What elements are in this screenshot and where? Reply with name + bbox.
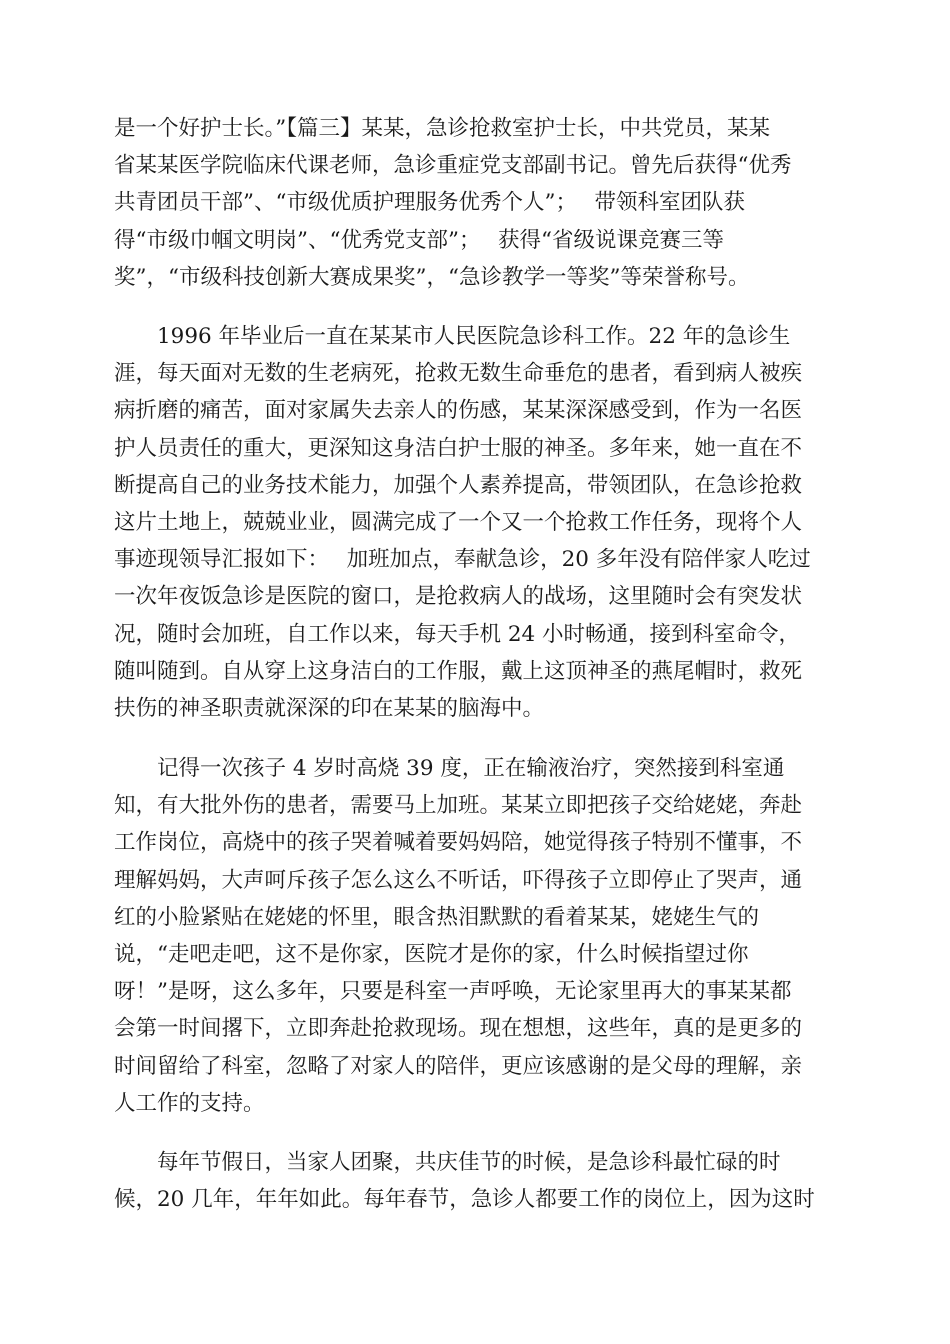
- paragraph-line: 共青团员干部”、“市级优质护理服务优秀个人”； 带领科室团队获: [114, 190, 746, 216]
- paragraph-line: 是一个好护士长。”【篇三】某某，急诊抢救室护士长，中共党员，某某: [114, 116, 770, 141]
- paragraph-line: 时间留给了科室，忽略了对家人的陪伴，更应该感谢的是父母的理解，亲: [114, 1053, 803, 1079]
- paragraph-line: 知，有大批外伤的患者，需要马上加班。某某立即把孩子交给姥姥，奔赴: [114, 793, 803, 819]
- paragraph-line: 奖”，“市级科技创新大赛成果奖”，“急诊教学一等奖”等荣誉称号。: [114, 264, 750, 290]
- paragraph-line: 红的小脸紧贴在姥姥的怀里，眼含热泪默默的看着某某，姥姥生气的: [114, 904, 760, 930]
- paragraph-line: 理解妈妈，大声呵斥孩子怎么这么不听话，吓得孩子立即停止了哭声，通: [114, 867, 803, 893]
- paragraph-line: 呀！”是呀，这么多年，只要是科室一声呼唤，无论家里再大的事某某都: [114, 979, 792, 1005]
- paragraph-line: 工作岗位，高烧中的孩子哭着喊着要妈妈陪，她觉得孩子特别不懂事，不: [114, 830, 803, 856]
- paragraph-1: [114, 110, 838, 296]
- paragraph-line: 得“市级巾帼文明岗”、“优秀党支部”； 获得“省级说课竞赛三等: [114, 227, 725, 253]
- paragraph-line: 省某某医学院临床代课老师，急诊重症党支部副书记。曾先后获得“优秀: [114, 153, 792, 179]
- paragraph-line: 这片土地上，兢兢业业，圆满完成了一个又一个抢救工作任务，现将个人: [114, 509, 803, 535]
- paragraph-line: 断提高自己的业务技术能力，加强个人素养提高，带领团队，在急诊抢救: [114, 472, 803, 498]
- paragraph-line: 说，“走吧走吧，这不是你家，医院才是你的家，什么时候指望过你: [114, 941, 749, 967]
- paragraph-line: 每年节假日，当家人团聚，共庆佳节的时候，是急诊科最忙碌的时: [157, 1150, 781, 1175]
- paragraph-line: 护人员责任的重大，更深知这身洁白护士服的神圣。多年来，她一直在不: [114, 435, 803, 461]
- paragraph-line: 涯，每天面对无数的生老病死，抢救无数生命垂危的患者，看到病人被疾: [114, 361, 803, 387]
- paragraph-line: 记得一次孩子 4 岁时高烧 39 度，正在输液治疗，突然接到科室通: [157, 756, 785, 781]
- paragraph-line: 扶伤的神圣职责就深深的印在某某的脑海中。: [114, 695, 545, 721]
- paragraph-line: 病折磨的痛苦，面对家属失去亲人的伤感，某某深深感受到，作为一名医: [114, 398, 803, 424]
- paragraph-line: 1996 年毕业后一直在某某市人民医院急诊科工作。22 年的急诊生: [157, 324, 791, 349]
- paragraph-line: 事迹现领导汇报如下： 加班加点，奉献急诊，20 多年没有陪伴家人吃过: [114, 547, 811, 573]
- paragraph-line: 一次年夜饭急诊是医院的窗口，是抢救病人的战场，这里随时会有突发状: [114, 584, 803, 610]
- paragraph-3: [114, 750, 838, 1122]
- paragraph-line: 况，随时会加班，自工作以来，每天手机 24 小时畅通，接到科室命令，: [114, 621, 801, 647]
- paragraph-line: 候，20 几年，年年如此。每年春节，急诊人都要工作的岗位上，因为这时: [114, 1187, 815, 1213]
- paragraph-line: 随叫随到。自从穿上这身洁白的工作服，戴上这顶神圣的燕尾帽时，救死: [114, 658, 803, 684]
- paragraph-2: [114, 318, 838, 727]
- paragraph-4: [114, 1144, 838, 1218]
- paragraph-line: 会第一时间撂下，立即奔赴抢救现场。现在想想，这些年，真的是更多的: [114, 1016, 803, 1042]
- paragraph-line: 人工作的支持。: [114, 1090, 265, 1116]
